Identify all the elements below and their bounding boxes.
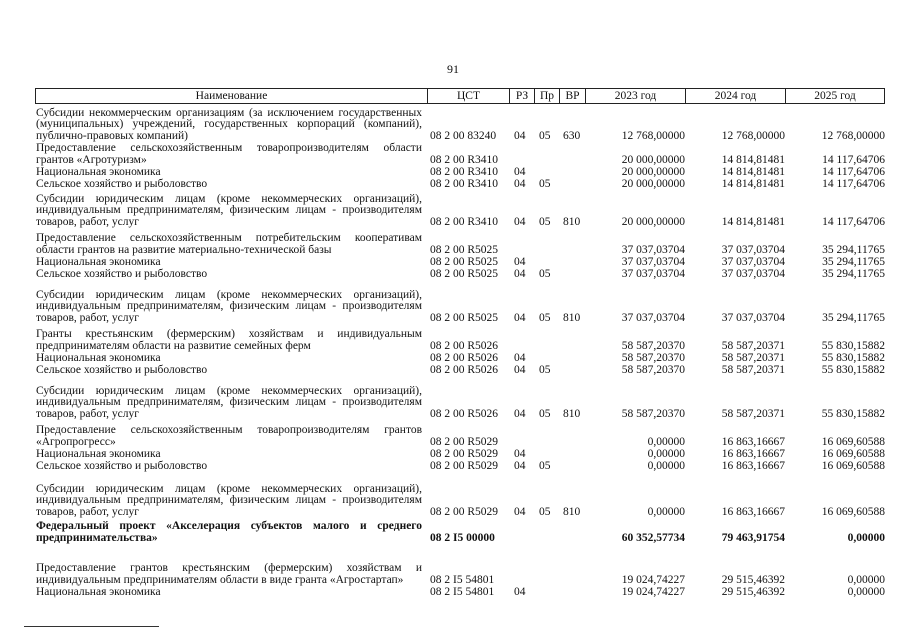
row-y2023: 20 000,00000 — [621, 165, 685, 178]
row-cst: 08 2 00 R5025 — [430, 267, 499, 280]
row-y2024: 37 037,03704 — [721, 311, 785, 324]
row-cst: 08 2 00 83240 — [430, 129, 497, 142]
row-y2025: 14 117,64706 — [822, 153, 885, 166]
table-row — [0, 420, 904, 448]
row-y2025: 0,00000 — [847, 531, 885, 544]
footnote-rule — [24, 626, 159, 627]
row-y2025: 16 069,60588 — [821, 447, 885, 460]
row-pr: 05 — [539, 177, 551, 190]
row-name: Сельское хозяйство и рыболовство — [36, 267, 208, 280]
row-y2025: 35 294,11765 — [822, 311, 885, 324]
table-row — [0, 104, 904, 142]
row-y2024: 12 768,00000 — [721, 129, 785, 142]
row-y2024: 58 587,20371 — [721, 339, 785, 352]
table-row — [0, 324, 904, 352]
row-name: Национальная экономика — [36, 585, 161, 598]
row-y2024: 37 037,03704 — [721, 267, 785, 280]
row-rz: 04 — [514, 267, 526, 280]
header-2023: 2023 год — [585, 88, 686, 104]
table-row — [0, 364, 904, 376]
row-y2023: 20 000,00000 — [621, 153, 685, 166]
row-y2024: 14 814,81481 — [721, 215, 785, 228]
header-rz: РЗ — [509, 88, 535, 104]
row-rz: 04 — [514, 177, 526, 190]
row-y2024: 37 037,03704 — [721, 255, 785, 268]
row-cst: 08 2 00 R3410 — [430, 165, 499, 178]
row-y2023: 19 024,74227 — [621, 585, 685, 598]
row-y2023: 0,00000 — [647, 459, 685, 472]
row-rz: 04 — [514, 165, 526, 178]
row-name: Сельское хозяйство и рыболовство — [36, 177, 208, 190]
row-y2025: 16 069,60588 — [821, 505, 885, 518]
header-name: Наименование — [35, 88, 428, 104]
row-pr: 05 — [539, 363, 551, 376]
table-row — [0, 256, 904, 268]
table-row — [0, 268, 904, 280]
row-y2023: 0,00000 — [647, 435, 685, 448]
row-rz: 04 — [514, 407, 526, 420]
row-y2025: 0,00000 — [847, 585, 885, 598]
row-y2025: 12 768,00000 — [821, 129, 885, 142]
row-name: Субсидии некоммерческим организациям (за исключением государственных (муниципальных) учреждений, государственных корпораций (компаний), публично-правовых компаний) — [36, 106, 422, 142]
row-y2025: 14 117,64706 — [822, 165, 885, 178]
row-name: Национальная экономика — [36, 165, 161, 178]
row-vr: 810 — [563, 505, 581, 518]
row-rz: 04 — [514, 447, 526, 460]
row-y2023: 58 587,20370 — [621, 339, 685, 352]
header-cst: ЦСТ — [427, 88, 510, 104]
row-y2025: 14 117,64706 — [822, 177, 885, 190]
row-cst: 08 2 00 R5025 — [430, 243, 499, 256]
table-row — [0, 544, 904, 586]
row-name: Предоставление грантов крестьянским (фермерским) хозяйствам и индивидуальным предпринимателям области в виде гранта «Агростартап» — [36, 562, 422, 586]
row-y2025: 55 830,15882 — [821, 407, 885, 420]
row-y2023: 0,00000 — [647, 447, 685, 460]
table-row — [0, 586, 904, 598]
row-y2023: 37 037,03704 — [621, 243, 685, 256]
row-cst: 08 2 00 R5026 — [430, 407, 499, 420]
table-row — [0, 376, 904, 420]
row-y2025: 16 069,60588 — [821, 459, 885, 472]
row-y2024: 58 587,20371 — [721, 407, 785, 420]
row-y2024: 14 814,81481 — [721, 165, 785, 178]
row-y2025: 35 294,11765 — [822, 243, 885, 256]
row-cst: 08 2 00 R5026 — [430, 363, 499, 376]
table-row — [0, 460, 904, 472]
row-y2025: 35 294,11765 — [822, 255, 885, 268]
table-row — [0, 228, 904, 256]
row-cst: 08 2 00 R5029 — [430, 435, 499, 448]
table-row — [0, 448, 904, 460]
page-number: 91 — [447, 62, 459, 76]
row-pr: 05 — [539, 129, 551, 142]
row-pr: 05 — [539, 267, 551, 280]
header-vr: ВР — [559, 88, 586, 104]
row-cst: 08 2 00 R3410 — [430, 215, 499, 228]
row-y2024: 16 863,16667 — [721, 435, 785, 448]
row-cst: 08 2 I5 54801 — [430, 585, 495, 598]
row-y2024: 58 587,20371 — [721, 351, 785, 364]
row-pr: 05 — [539, 407, 551, 420]
row-y2023: 60 352,57734 — [621, 531, 685, 544]
row-vr: 810 — [563, 215, 581, 228]
row-y2024: 16 863,16667 — [721, 459, 785, 472]
row-y2024: 29 515,46392 — [721, 585, 785, 598]
row-cst: 08 2 00 R5025 — [430, 255, 499, 268]
row-y2023: 37 037,03704 — [621, 311, 685, 324]
row-rz: 04 — [514, 363, 526, 376]
row-cst: 08 2 00 R5029 — [430, 505, 499, 518]
row-y2024: 79 463,91754 — [721, 531, 785, 544]
row-vr: 630 — [563, 129, 581, 142]
table-row — [0, 178, 904, 190]
row-rz: 04 — [514, 255, 526, 268]
table-row — [0, 518, 904, 544]
row-name: Гранты крестьянским (фермерским) хозяйствам и индивидуальным предпринимателям области на развитие семейных ферм — [36, 328, 422, 352]
row-cst: 08 2 00 R5026 — [430, 339, 499, 352]
table-row — [0, 190, 904, 228]
row-y2025: 55 830,15882 — [821, 339, 885, 352]
row-name: Национальная экономика — [36, 447, 161, 460]
row-rz: 04 — [514, 585, 526, 598]
row-y2025: 14 117,64706 — [822, 215, 885, 228]
row-y2023: 19 024,74227 — [621, 573, 685, 586]
row-name: Национальная экономика — [36, 255, 161, 268]
row-y2024: 29 515,46392 — [721, 573, 785, 586]
row-name: Федеральный проект «Акселерация субъектов малого и среднего предпринимательства» — [36, 520, 422, 544]
header-pr: Пр — [534, 88, 560, 104]
row-y2024: 16 863,16667 — [721, 505, 785, 518]
row-cst: 08 2 00 R5026 — [430, 351, 499, 364]
row-y2025: 55 830,15882 — [821, 363, 885, 376]
row-name: Национальная экономика — [36, 351, 161, 364]
row-cst: 08 2 I5 00000 — [430, 531, 495, 544]
row-y2025: 35 294,11765 — [822, 267, 885, 280]
row-cst: 08 2 00 R5029 — [430, 447, 499, 460]
row-y2023: 20 000,00000 — [621, 215, 685, 228]
row-cst: 08 2 00 R3410 — [430, 153, 499, 166]
row-name: Сельское хозяйство и рыболовство — [36, 459, 208, 472]
row-name: Субсидии юридическим лицам (кроме некоммерческих организаций), индивидуальным предпринимателям, физическим лицам - производителям товаров, работ, услуг — [36, 482, 422, 518]
row-pr: 05 — [539, 459, 551, 472]
row-y2025: 0,00000 — [847, 573, 885, 586]
row-cst: 08 2 00 R3410 — [430, 177, 499, 190]
row-cst: 08 2 00 R5029 — [430, 459, 499, 472]
row-name: Предоставление сельскохозяйственным потребительским кооперативам области грантов на развитие материально-технической базы — [36, 232, 422, 256]
row-cst: 08 2 00 R5025 — [430, 311, 499, 324]
row-y2023: 58 587,20370 — [621, 363, 685, 376]
row-y2025: 16 069,60588 — [821, 435, 885, 448]
row-y2023: 37 037,03704 — [621, 267, 685, 280]
row-pr: 05 — [539, 311, 551, 324]
row-name: Предоставление сельскохозяйственным товаропроизводителям области грантов «Агротуризм» — [36, 142, 422, 166]
row-pr: 05 — [539, 215, 551, 228]
row-y2023: 0,00000 — [647, 505, 685, 518]
row-vr: 810 — [563, 311, 581, 324]
table-row — [0, 142, 904, 166]
table-row — [0, 352, 904, 364]
row-cst: 08 2 I5 54801 — [430, 573, 495, 586]
row-y2024: 37 037,03704 — [721, 243, 785, 256]
row-name: Субсидии юридическим лицам (кроме некоммерческих организаций), индивидуальным предпринимателям, физическим лицам - производителям товаров, работ, услуг — [36, 192, 422, 228]
row-rz: 04 — [514, 505, 526, 518]
row-rz: 04 — [514, 129, 526, 142]
row-y2024: 58 587,20371 — [721, 363, 785, 376]
row-name: Субсидии юридическим лицам (кроме некоммерческих организаций), индивидуальным предпринимателям, физическим лицам - производителям товаров, работ, услуг — [36, 288, 422, 324]
table-row — [0, 472, 904, 518]
header-2025: 2025 год — [785, 88, 885, 104]
row-pr: 05 — [539, 505, 551, 518]
row-name: Сельское хозяйство и рыболовство — [36, 363, 208, 376]
row-name: Субсидии юридическим лицам (кроме некоммерческих организаций), индивидуальным предпринимателям, физическим лицам - производителям товаров, работ, услуг — [36, 384, 422, 420]
row-y2025: 55 830,15882 — [821, 351, 885, 364]
header-2024: 2024 год — [685, 88, 786, 104]
row-y2024: 16 863,16667 — [721, 447, 785, 460]
row-y2024: 14 814,81481 — [721, 177, 785, 190]
row-y2023: 58 587,20370 — [621, 407, 685, 420]
table-row — [0, 166, 904, 178]
row-y2023: 12 768,00000 — [621, 129, 685, 142]
row-rz: 04 — [514, 215, 526, 228]
table-row — [0, 280, 904, 324]
row-rz: 04 — [514, 351, 526, 364]
row-y2023: 58 587,20370 — [621, 351, 685, 364]
row-y2023: 20 000,00000 — [621, 177, 685, 190]
row-rz: 04 — [514, 311, 526, 324]
row-vr: 810 — [563, 407, 581, 420]
row-y2023: 37 037,03704 — [621, 255, 685, 268]
row-name: Предоставление сельскохозяйственным товаропроизводителям грантов «Агропрогресс» — [36, 424, 422, 448]
row-y2024: 14 814,81481 — [721, 153, 785, 166]
row-rz: 04 — [514, 459, 526, 472]
